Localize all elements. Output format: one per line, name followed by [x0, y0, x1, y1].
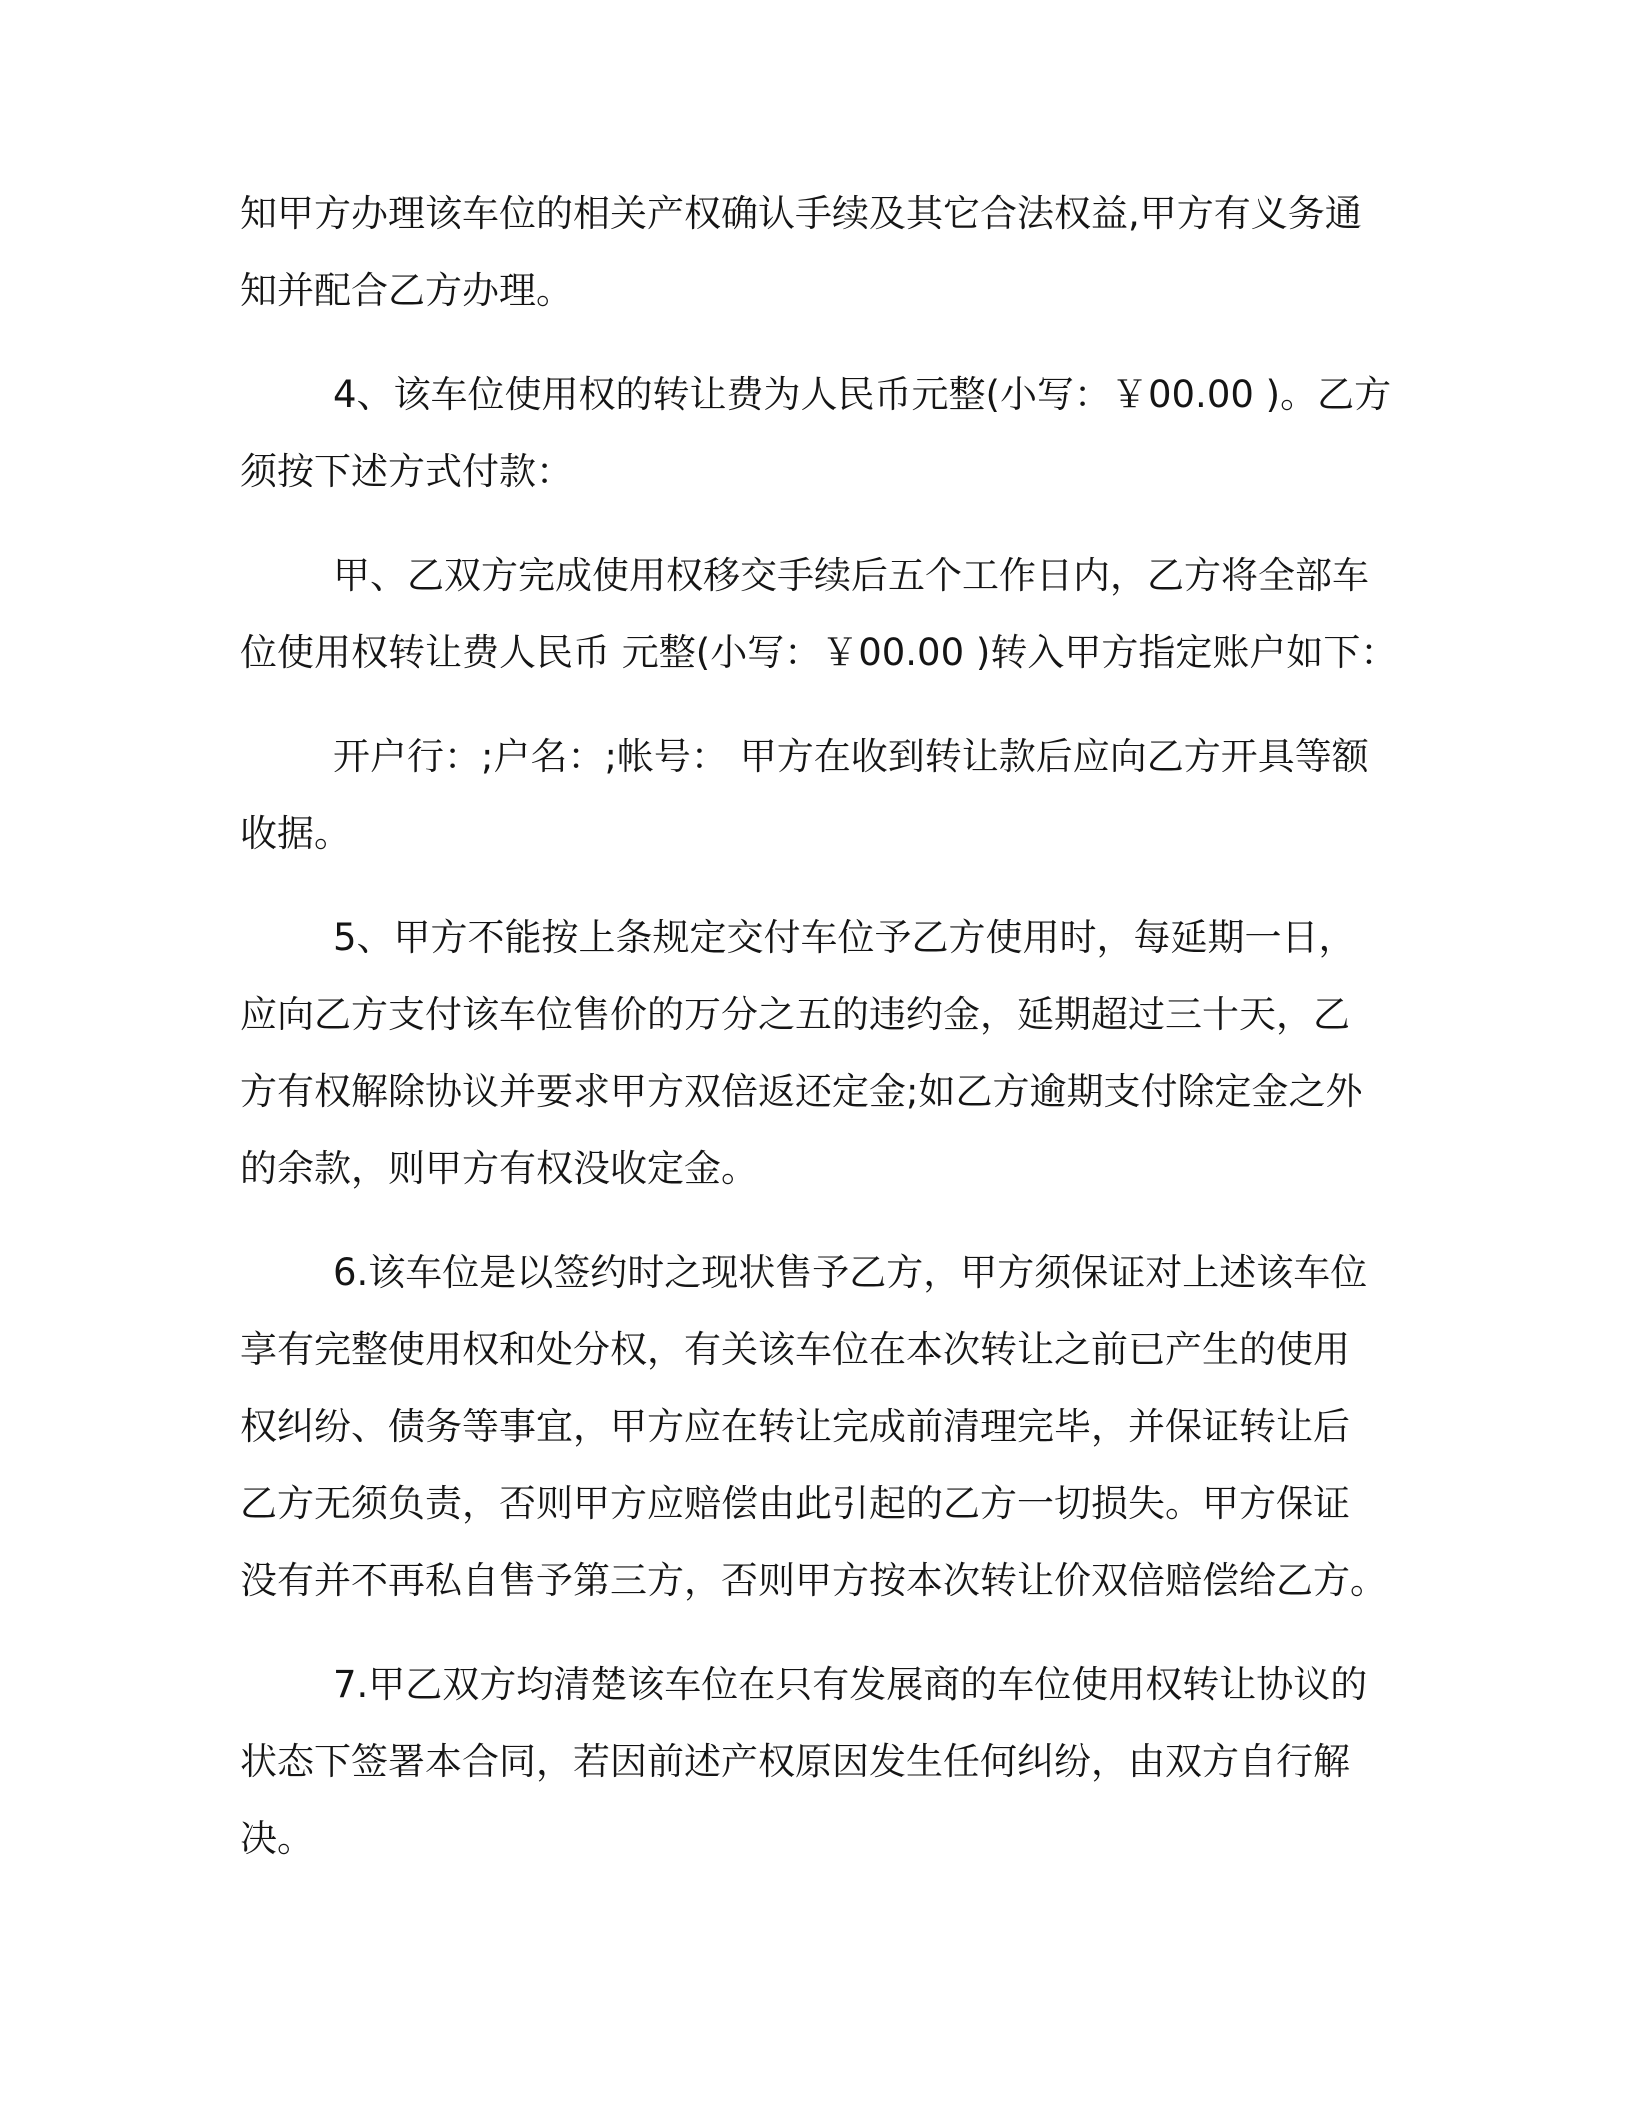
text-line: 7.甲乙双方均清楚该车位在只有发展商的车位使用权转让协议的 [333, 1663, 1368, 1706]
text-line: 状态下签署本合同，若因前述产权原因发生任何纠纷，由双方自行解 [240, 1740, 1350, 1783]
text-line: 权纠纷、债务等事宜，甲方应在转让完成前清理完毕，并保证转让后 [240, 1405, 1350, 1448]
text-line: 知并配合乙方办理。 [240, 269, 573, 312]
paragraph-continuation [240, 175, 1432, 329]
text-line: 决。 [240, 1817, 314, 1860]
text-line: 5、甲方不能按上条规定交付车位予乙方使用时，每延期一日， [333, 916, 1356, 959]
paragraph-clause-7 [240, 1646, 1432, 1877]
text-line: 开户行：;户名：;帐号： 甲方在收到转让款后应向乙方开具等额 [333, 735, 1369, 778]
text-line: 没有并不再私自售予第三方，否则甲方按本次转让价双倍赔偿给乙方。 [240, 1559, 1387, 1602]
paragraph-clause-6 [240, 1234, 1432, 1619]
text-line: 应向乙方支付该车位售价的万分之五的违约金，延期超过三十天，乙 [240, 993, 1350, 1036]
text-line: 须按下述方式付款： [240, 450, 573, 493]
paragraph-payment-terms [240, 537, 1432, 691]
paragraph-clause-4 [240, 356, 1432, 510]
text-line: 4、该车位使用权的转让费为人民币元整(小写：￥00.00 )。乙方 [333, 373, 1392, 416]
text-line: 知甲方办理该车位的相关产权确认手续及其它合法权益,甲方有义务通 [240, 192, 1362, 235]
text-line: 6.该车位是以签约时之现状售予乙方，甲方须保证对上述该车位 [333, 1251, 1368, 1294]
paragraph-account-info [240, 718, 1432, 872]
text-line: 收据。 [240, 812, 351, 855]
text-line: 方有权解除协议并要求甲方双倍返还定金;如乙方逾期支付除定金之外 [240, 1070, 1363, 1113]
text-line: 甲、乙双方完成使用权移交手续后五个工作日内，乙方将全部车 [333, 554, 1369, 597]
text-line: 位使用权转让费人民币 元整(小写：￥00.00 )转入甲方指定账户如下： [240, 631, 1398, 674]
text-line: 乙方无须负责，否则甲方应赔偿由此引起的乙方一切损失。甲方保证 [240, 1482, 1350, 1525]
text-line: 的余款，则甲方有权没收定金。 [240, 1147, 758, 1190]
paragraph-clause-5 [240, 899, 1432, 1207]
text-line: 享有完整使用权和处分权，有关该车位在本次转让之前已产生的使用 [240, 1328, 1350, 1371]
